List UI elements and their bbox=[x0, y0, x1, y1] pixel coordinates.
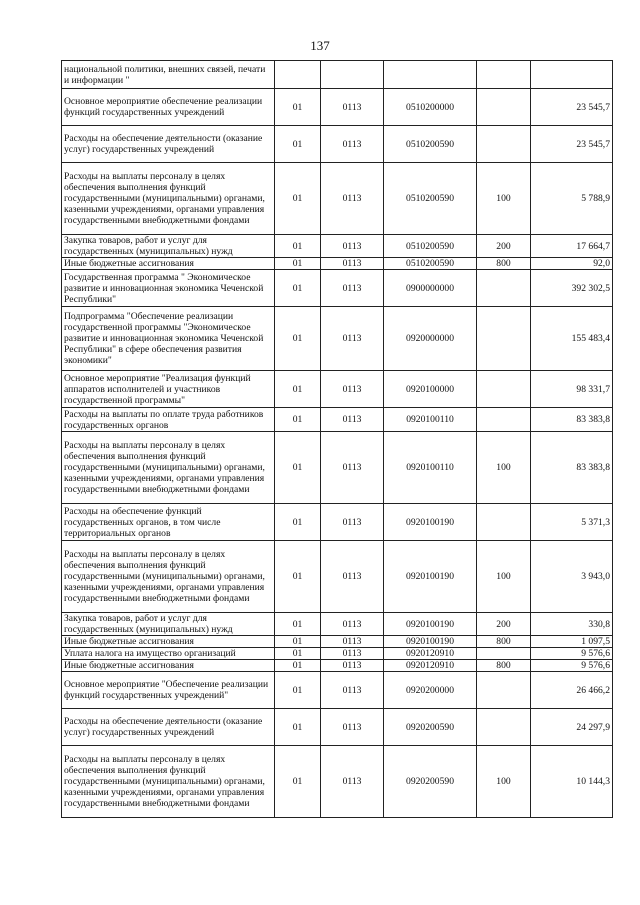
amount-cell: 9 576,6 bbox=[531, 660, 613, 672]
amount-cell: 98 331,7 bbox=[531, 371, 613, 408]
subsection-code-cell: 0113 bbox=[321, 660, 384, 672]
section-code-cell bbox=[275, 61, 321, 89]
expense-type-cell bbox=[477, 408, 531, 432]
table-row bbox=[62, 613, 613, 636]
target-article-cell bbox=[384, 61, 477, 89]
target-article-cell: 0920100190 bbox=[384, 613, 477, 636]
amount-cell: 1 097,5 bbox=[531, 636, 613, 648]
row-name-cell: Расходы на выплаты персоналу в целях обеспечения выполнения функций государственными (муниципальными) органами, казенными учреждениями, органами управления государственными внебюджетными фондами bbox=[62, 746, 275, 818]
subsection-code-cell bbox=[321, 61, 384, 89]
amount-cell: 10 144,3 bbox=[531, 746, 613, 818]
section-code-cell: 01 bbox=[275, 307, 321, 371]
section-code-cell: 01 bbox=[275, 163, 321, 235]
subsection-code-cell: 0113 bbox=[321, 432, 384, 504]
target-article-cell: 0900000000 bbox=[384, 270, 477, 307]
target-article-cell: 0920100110 bbox=[384, 432, 477, 504]
target-article-cell: 0510200590 bbox=[384, 258, 477, 270]
table-row bbox=[62, 746, 613, 818]
page-number: 137 bbox=[310, 38, 330, 53]
subsection-code-cell: 0113 bbox=[321, 648, 384, 660]
expense-type-cell bbox=[477, 307, 531, 371]
subsection-code-cell: 0113 bbox=[321, 270, 384, 307]
subsection-code-cell: 0113 bbox=[321, 163, 384, 235]
table-row bbox=[62, 270, 613, 307]
target-article-cell: 0920200590 bbox=[384, 746, 477, 818]
expense-type-cell bbox=[477, 504, 531, 541]
table-row bbox=[62, 61, 613, 89]
target-article-cell: 0920100110 bbox=[384, 408, 477, 432]
amount-cell bbox=[531, 61, 613, 89]
row-name-cell: Расходы на обеспечение функций государственных органов, в том числе территориальных органов bbox=[62, 504, 275, 541]
row-name-cell: Уплата налога на имущество организаций bbox=[62, 648, 275, 660]
section-code-cell: 01 bbox=[275, 672, 321, 709]
table-row bbox=[62, 432, 613, 504]
section-code-cell: 01 bbox=[275, 126, 321, 163]
row-name-cell: Иные бюджетные ассигнования bbox=[62, 660, 275, 672]
expense-type-cell: 200 bbox=[477, 235, 531, 258]
amount-cell: 5 788,9 bbox=[531, 163, 613, 235]
table-row bbox=[62, 258, 613, 270]
subsection-code-cell: 0113 bbox=[321, 636, 384, 648]
expense-type-cell bbox=[477, 270, 531, 307]
table-row bbox=[62, 636, 613, 648]
subsection-code-cell: 0113 bbox=[321, 504, 384, 541]
row-name-cell: Закупка товаров, работ и услуг для государственных (муниципальных) нужд bbox=[62, 613, 275, 636]
section-code-cell: 01 bbox=[275, 258, 321, 270]
expense-type-cell: 100 bbox=[477, 746, 531, 818]
amount-cell: 23 545,7 bbox=[531, 126, 613, 163]
subsection-code-cell: 0113 bbox=[321, 408, 384, 432]
section-code-cell: 01 bbox=[275, 235, 321, 258]
subsection-code-cell: 0113 bbox=[321, 371, 384, 408]
subsection-code-cell: 0113 bbox=[321, 541, 384, 613]
amount-cell: 155 483,4 bbox=[531, 307, 613, 371]
subsection-code-cell: 0113 bbox=[321, 709, 384, 746]
section-code-cell: 01 bbox=[275, 408, 321, 432]
amount-cell: 9 576,6 bbox=[531, 648, 613, 660]
table-row bbox=[62, 307, 613, 371]
expense-type-cell bbox=[477, 709, 531, 746]
table-row bbox=[62, 371, 613, 408]
amount-cell: 92,0 bbox=[531, 258, 613, 270]
table-row bbox=[62, 89, 613, 126]
expense-type-cell: 200 bbox=[477, 613, 531, 636]
target-article-cell: 0920100190 bbox=[384, 504, 477, 541]
table-row bbox=[62, 235, 613, 258]
amount-cell: 330,8 bbox=[531, 613, 613, 636]
expense-type-cell: 100 bbox=[477, 541, 531, 613]
amount-cell: 83 383,8 bbox=[531, 408, 613, 432]
row-name-cell: национальной политики, внешних связей, печати и информации " bbox=[62, 61, 275, 89]
target-article-cell: 0920100000 bbox=[384, 371, 477, 408]
row-name-cell: Иные бюджетные ассигнования bbox=[62, 636, 275, 648]
expense-type-cell bbox=[477, 89, 531, 126]
section-code-cell: 01 bbox=[275, 371, 321, 408]
expense-type-cell bbox=[477, 126, 531, 163]
amount-cell: 17 664,7 bbox=[531, 235, 613, 258]
section-code-cell: 01 bbox=[275, 89, 321, 126]
row-name-cell: Расходы на выплаты по оплате труда работников государственных органов bbox=[62, 408, 275, 432]
amount-cell: 24 297,9 bbox=[531, 709, 613, 746]
row-name-cell: Расходы на выплаты персоналу в целях обеспечения выполнения функций государственными (муниципальными) органами, казенными учреждениями, органами управления государственными внебюджетными фондами bbox=[62, 541, 275, 613]
budget-table-body bbox=[62, 61, 613, 818]
subsection-code-cell: 0113 bbox=[321, 613, 384, 636]
row-name-cell: Закупка товаров, работ и услуг для государственных (муниципальных) нужд bbox=[62, 235, 275, 258]
expense-type-cell: 800 bbox=[477, 660, 531, 672]
target-article-cell: 0510200590 bbox=[384, 163, 477, 235]
row-name-cell: Иные бюджетные ассигнования bbox=[62, 258, 275, 270]
table-row bbox=[62, 672, 613, 709]
row-name-cell: Основное мероприятие обеспечение реализации функций государственных учреждений bbox=[62, 89, 275, 126]
table-row bbox=[62, 126, 613, 163]
subsection-code-cell: 0113 bbox=[321, 307, 384, 371]
subsection-code-cell: 0113 bbox=[321, 126, 384, 163]
subsection-code-cell: 0113 bbox=[321, 258, 384, 270]
section-code-cell: 01 bbox=[275, 660, 321, 672]
target-article-cell: 0510200000 bbox=[384, 89, 477, 126]
amount-cell: 26 466,2 bbox=[531, 672, 613, 709]
section-code-cell: 01 bbox=[275, 636, 321, 648]
row-name-cell: Расходы на обеспечение деятельности (оказание услуг) государственных учреждений bbox=[62, 126, 275, 163]
expense-type-cell: 800 bbox=[477, 258, 531, 270]
section-code-cell: 01 bbox=[275, 746, 321, 818]
target-article-cell: 0920120910 bbox=[384, 648, 477, 660]
section-code-cell: 01 bbox=[275, 432, 321, 504]
section-code-cell: 01 bbox=[275, 504, 321, 541]
section-code-cell: 01 bbox=[275, 613, 321, 636]
row-name-cell: Расходы на выплаты персоналу в целях обеспечения выполнения функций государственными (муниципальными) органами, казенными учреждениями, органами управления государственными внебюджетными фондами bbox=[62, 432, 275, 504]
amount-cell: 3 943,0 bbox=[531, 541, 613, 613]
row-name-cell: Основное мероприятие "Реализация функций аппаратов исполнителей и участников государственной программы" bbox=[62, 371, 275, 408]
target-article-cell: 0920100190 bbox=[384, 541, 477, 613]
table-row bbox=[62, 408, 613, 432]
subsection-code-cell: 0113 bbox=[321, 746, 384, 818]
expense-type-cell bbox=[477, 61, 531, 89]
target-article-cell: 0920000000 bbox=[384, 307, 477, 371]
amount-cell: 392 302,5 bbox=[531, 270, 613, 307]
amount-cell: 5 371,3 bbox=[531, 504, 613, 541]
table-row bbox=[62, 648, 613, 660]
row-name-cell: Расходы на выплаты персоналу в целях обеспечения выполнения функций государственными (муниципальными) органами, казенными учреждениями, органами управления государственными внебюджетными фондами bbox=[62, 163, 275, 235]
section-code-cell: 01 bbox=[275, 270, 321, 307]
table-row bbox=[62, 660, 613, 672]
target-article-cell: 0920120910 bbox=[384, 660, 477, 672]
budget-table bbox=[61, 60, 613, 818]
target-article-cell: 0920100190 bbox=[384, 636, 477, 648]
expense-type-cell: 100 bbox=[477, 163, 531, 235]
section-code-cell: 01 bbox=[275, 709, 321, 746]
amount-cell: 23 545,7 bbox=[531, 89, 613, 126]
row-name-cell: Государственная программа " Экономическое развитие и инновационная экономика Чеченской Республики" bbox=[62, 270, 275, 307]
expense-type-cell bbox=[477, 672, 531, 709]
row-name-cell: Основное мероприятие "Обеспечение реализации функций государственных учреждений" bbox=[62, 672, 275, 709]
expense-type-cell: 100 bbox=[477, 432, 531, 504]
subsection-code-cell: 0113 bbox=[321, 672, 384, 709]
row-name-cell: Подпрограмма "Обеспечение реализации государственной программы "Экономическое развитие и инновационная экономика Чеченской Республики" в сфере обеспечения развития экономики" bbox=[62, 307, 275, 371]
expense-type-cell bbox=[477, 371, 531, 408]
table-row bbox=[62, 709, 613, 746]
row-name-cell: Расходы на обеспечение деятельности (оказание услуг) государственных учреждений bbox=[62, 709, 275, 746]
target-article-cell: 0510200590 bbox=[384, 235, 477, 258]
table-row bbox=[62, 504, 613, 541]
subsection-code-cell: 0113 bbox=[321, 89, 384, 126]
table-row bbox=[62, 163, 613, 235]
target-article-cell: 0920200590 bbox=[384, 709, 477, 746]
target-article-cell: 0510200590 bbox=[384, 126, 477, 163]
expense-type-cell bbox=[477, 648, 531, 660]
subsection-code-cell: 0113 bbox=[321, 235, 384, 258]
target-article-cell: 0920200000 bbox=[384, 672, 477, 709]
table-row bbox=[62, 541, 613, 613]
expense-type-cell: 800 bbox=[477, 636, 531, 648]
section-code-cell: 01 bbox=[275, 648, 321, 660]
amount-cell: 83 383,8 bbox=[531, 432, 613, 504]
section-code-cell: 01 bbox=[275, 541, 321, 613]
